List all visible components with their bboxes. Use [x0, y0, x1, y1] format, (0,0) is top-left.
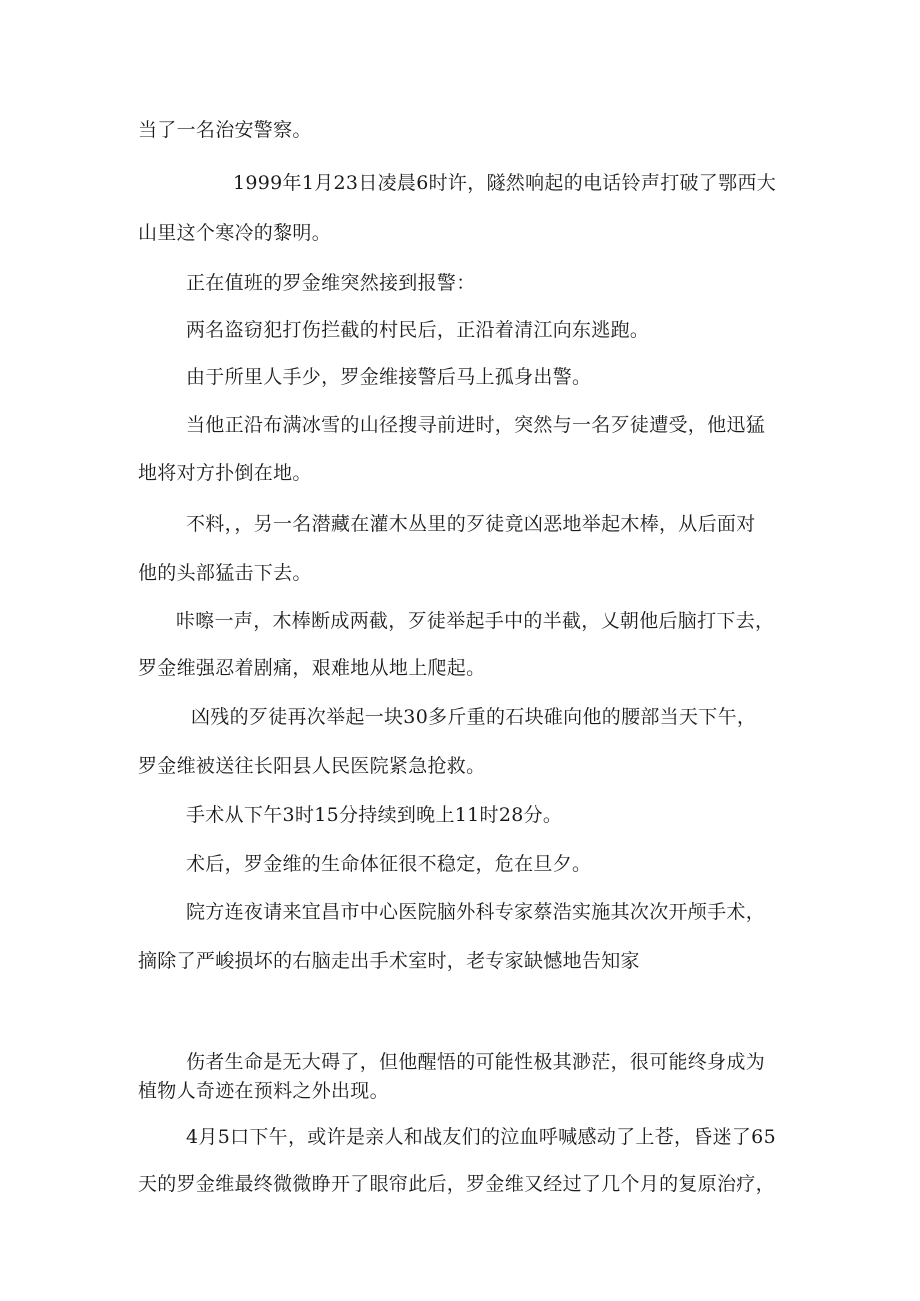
text-line: 地将对方扑倒在地。 [138, 462, 312, 484]
text-line: 1999年1月23日凌晨6时许，隧然响起的电话铃声打破了鄂西大 [233, 172, 777, 194]
text-line: 4月5口下午，或许是亲人和战友们的泣血呼喊感动了上苍，昏迷了65 [186, 1126, 776, 1148]
text-line: 植物人奇迹在预料之外出现。 [138, 1080, 389, 1102]
text-line: 罗金维强忍着剧痛，艰难地从地上爬起。 [138, 657, 486, 679]
text-line: 罗金维被送往长阳县人民医院紧急抢救。 [138, 755, 486, 777]
text-line: 他的头部猛击下去。 [138, 562, 312, 584]
text-line: 当他正沿布满冰雪的山径搜寻前进时，突然与一名歹徒遭受，他迅猛 [186, 414, 766, 436]
text-line: 伤者生命是无大碍了，但他醒悟的可能性极其渺茫，很可能终身成为 [186, 1051, 766, 1073]
text-line: 由于所里人手少，罗金维接警后马上孤身出警。 [186, 366, 592, 388]
text-line: 手术从下午3时15分持续到晚上11时28分。 [186, 804, 563, 826]
text-line: 山里这个寒冷的黎明。 [138, 222, 332, 244]
text-line: 摘除了严峻损坏的右脑走出手术室时，老专家缺憾地告知家 [138, 950, 640, 972]
text-line: 咔嚓一声，木棒断成两截，歹徒举起手中的半截，乂朝他后脑打下去， [176, 610, 775, 632]
text-line: 当了一名治安警察。 [138, 119, 312, 141]
text-line: 天的罗金维最终微微睁开了眼帘此后，罗金维又经过了几个月的复原治疗， [138, 1173, 775, 1195]
text-line: 两名盗窃犯打伤拦截的村民后，正沿着清江向东逃跑。 [186, 319, 650, 341]
text-line: 院方连夜请来宜昌市中心医院脑外科专家蔡浩实施其次次开颅手术， [186, 901, 766, 923]
text-line: 不料，，另一名潜藏在灌木丛里的歹徒竟凶恶地举起木棒，从后面对 [186, 513, 756, 535]
text-line: 凶残的歹徒再次举起一块30多斤重的石块碓向他的腰部当天下午， [191, 706, 757, 728]
text-line: 术后，罗金维的生命体征很不稳定，危在旦夕。 [186, 853, 592, 875]
text-line: 正在值班的罗金维突然接到报警： [186, 272, 476, 294]
